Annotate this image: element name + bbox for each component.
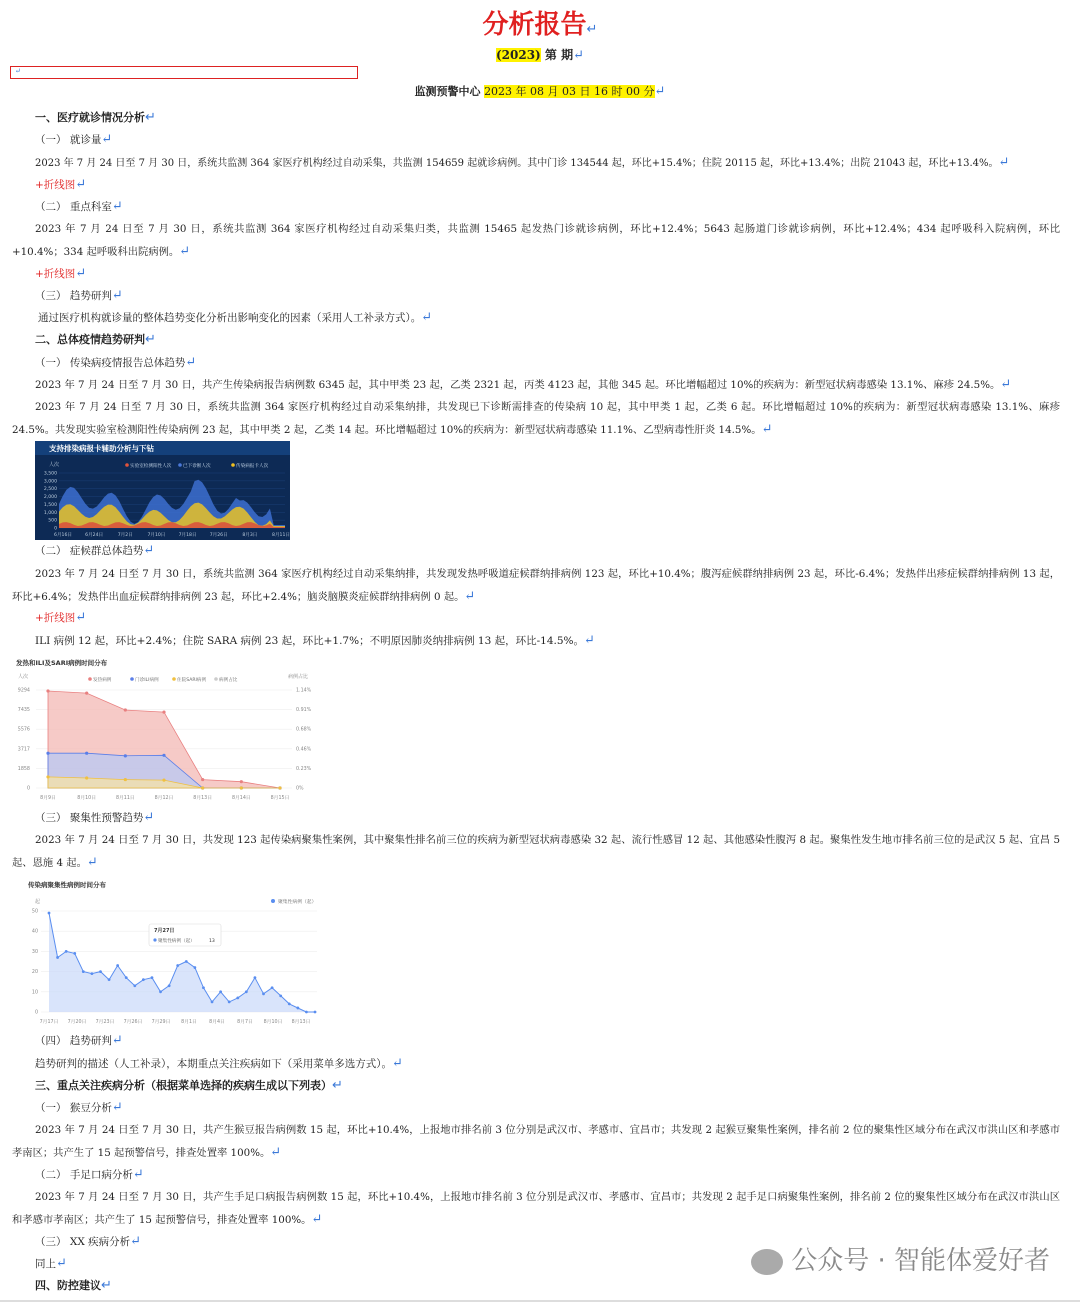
- watermark: 公众号 · 智能体爱好者: [751, 1240, 1050, 1277]
- wechat-icon: [751, 1249, 783, 1275]
- chart2-point: [162, 778, 165, 781]
- chart2-point: [162, 710, 165, 713]
- chart1-xtick: 7月26日: [209, 533, 228, 538]
- chart2-xtick: 8月9日: [40, 796, 56, 801]
- chart2-legend-label: 病例占比: [219, 677, 238, 683]
- chart2-ytick-right: 1.14%: [296, 688, 312, 694]
- chart3-ytick: 10: [31, 990, 38, 996]
- chart3-xtick: 7月26日: [123, 1020, 143, 1025]
- chart1-xtick: 8月3日: [242, 533, 258, 538]
- chart2-legend-label: 发热病例: [93, 677, 112, 683]
- chart2-ytick-right: 0.23%: [296, 766, 312, 772]
- chart1-legend-dot: [125, 463, 129, 467]
- chart3-point: [159, 990, 162, 993]
- chart2-point: [85, 752, 88, 755]
- highlight-box: ↵: [10, 66, 358, 79]
- chart3-point: [193, 966, 196, 969]
- chart2-ytick: 3717: [17, 747, 30, 753]
- chart1-legend-dot: [178, 463, 182, 467]
- s1-a-title: （一） 就诊量↵: [35, 132, 113, 147]
- issue-line: (2023) 第 期↵: [495, 48, 585, 63]
- chart2-point: [201, 786, 204, 789]
- chart2-ytick-right: 0.91%: [296, 708, 312, 714]
- chart2-ylabel-right: 病例占比: [288, 674, 309, 680]
- chart3-point: [65, 950, 68, 953]
- chart3-point: [236, 996, 239, 999]
- chart3-point: [211, 1001, 214, 1004]
- chart1-xtick: 7月2日: [117, 533, 133, 538]
- chart1-xtick: 6月24日: [85, 533, 104, 538]
- chart3-xtick: 8月1日: [181, 1020, 197, 1025]
- chart1-ylabel: 人次: [49, 462, 60, 468]
- chart2-xtick: 8月10日: [77, 796, 97, 801]
- chart3-point: [254, 976, 257, 979]
- chart1-xtick: 8月11日: [272, 533, 290, 538]
- chart2-xtick: 8月12日: [154, 796, 174, 801]
- chart2-xtick: 8月13日: [193, 796, 213, 801]
- chart2-point: [46, 752, 49, 755]
- chart2-ytick: 5576: [17, 727, 30, 733]
- chart3-xtick: 8月10日: [263, 1020, 283, 1025]
- chart2-ytick: 0: [26, 786, 30, 792]
- chart3-tooltip-date: 7月27日: [154, 928, 175, 934]
- s2-d-title: （四） 趋势研判↵: [35, 1033, 123, 1048]
- chart1-xtick: 7月10日: [147, 533, 166, 538]
- chart3-tooltip-label: 聚集性病例（起）: [158, 939, 195, 944]
- chart3-point: [271, 986, 274, 989]
- chart3-xtick: 8月4日: [209, 1020, 225, 1025]
- chart3-point: [56, 956, 59, 959]
- chart3-point: [245, 990, 248, 993]
- chart3-ylabel: 起: [35, 899, 41, 905]
- center-line: 监测预警中心 2023 年 08 月 03 日 16 时 00 分↵: [414, 84, 666, 99]
- chart2-ytick-right: 0.68%: [296, 727, 312, 733]
- s2-b-chart-link[interactable]: +折线图↵: [35, 610, 87, 625]
- chart1-xtick: 7月18日: [178, 533, 197, 538]
- chart1-ytick: 1,500: [43, 502, 57, 508]
- chart2-ytick-right: 0.46%: [296, 747, 312, 753]
- s2-a-text1: 2023 年 7 月 24 日至 7 月 30 日，共产生传染病报告病例数 6345 起，其中甲类 23 起，乙类 2321 起，丙类 4123 起，其他 345 起。环比增幅超过 10%的疾病为：新型冠状病毒感染 13.1%、麻疹 24.5%。↵: [35, 377, 1012, 392]
- chart3-xtick: 7月29日: [151, 1020, 171, 1025]
- section-2-heading: 二、总体疫情趋势研判↵: [35, 332, 156, 347]
- chart1-ytick: 2,000: [43, 495, 57, 501]
- chart2-legend-label: 住院SARI病例: [177, 677, 207, 683]
- s1-b-title: （二） 重点科室↵: [35, 199, 123, 214]
- chart2-point: [124, 708, 127, 711]
- section-1-heading: 一、医疗就诊情况分析↵: [35, 110, 156, 125]
- s2-a-text2: 2023 年 7 月 24 日至 7 月 30 日，系统共监测 364 家医疗机构经过自动采集纳排，共发现已下诊断需排查的传染病 10 起，其中甲类 1 起，乙类 6 起。环比增幅超过 10%的疾病为：新型冠状病毒感染 13.1%、麻疹 24.5%。共发现实验室检测阳性传染病例 23 起，其中甲类 2 起，乙类 14 起。环比增幅超过 10%的疾病为：新型冠状病毒感染 11.1%、乙型病毒性肝炎 14.5%。↵: [12, 401, 1060, 437]
- chart3-point: [168, 984, 171, 987]
- chart1-title: 支持排染病报卡辅助分析与下钻: [49, 444, 154, 453]
- chart3-ytick: 50: [31, 909, 38, 915]
- chart2-title: 发热和ILI及SARI病例时间分布: [16, 659, 108, 667]
- chart1-ytick: 500: [48, 518, 57, 524]
- s2-b-text2: ILI 病例 12 起，环比+2.4%；住院 SARA 病例 23 起，环比+1.7%；不明原因肺炎纳排病例 13 起，环比-14.5%。↵: [35, 633, 595, 648]
- chart2-point: [201, 778, 204, 781]
- chart1-legend-dot: [231, 463, 235, 467]
- s1-b-text: 2023 年 7 月 24 日至 7 月 30 日，系统共监测 364 家医疗机构经过自动采集归类，共监测 15465 起发热门诊就诊病例，环比+12.4%；5643 起肠道门诊就诊病例，环比+12.4%；434 起呼吸科入院病例，环比+10.4%；334 起呼吸科出院病例。↵: [12, 223, 1060, 259]
- chart3-point: [151, 976, 154, 979]
- chart3-xtick: 7月17日: [39, 1020, 59, 1025]
- chart2-point: [85, 692, 88, 695]
- s1-a-chart-link[interactable]: +折线图↵: [35, 177, 87, 192]
- chart2-ytick-right: 0%: [296, 786, 304, 792]
- s3-b-text: 2023 年 7 月 24 日至 7 月 30 日，共产生手足口病报告病例数 15 起，环比+10.4%，上报地市排名前 3 位分别是武汉市、孝感市、宜昌市；共发现 2 起手足口病聚集性案例，排名前 2 位的聚集性区域分布在武汉市洪山区和孝感市孝南区；共产生了 15 起预警信号，排查处置率 100%。↵: [12, 1191, 1060, 1227]
- chart1-ytick: 3,000: [43, 479, 57, 485]
- chart2-point: [46, 775, 49, 778]
- chart2-legend-dot: [88, 677, 92, 681]
- chart3-xtick: 7月23日: [95, 1020, 115, 1025]
- chart3-point: [176, 964, 179, 967]
- chart3-ytick: 20: [31, 970, 38, 976]
- chart2-legend-dot: [172, 677, 176, 681]
- chart3-point: [202, 986, 205, 989]
- chart2-legend-label: 门诊ILI病例: [135, 677, 159, 683]
- chart3-point: [142, 978, 145, 981]
- chart3-point: [296, 1007, 299, 1010]
- s1-c-title: （三） 趋势研判↵: [35, 288, 123, 303]
- chart3-point: [82, 970, 85, 973]
- chart2-ytick: 7435: [17, 708, 30, 714]
- s1-c-text: 通过医疗机构就诊量的整体趋势变化分析出影响变化的因素（采用人工补录方式）。↵: [38, 310, 433, 325]
- chart1-ytick: 3,500: [43, 471, 57, 477]
- chart2-point: [85, 776, 88, 779]
- chart2-point: [124, 754, 127, 757]
- chart3-point: [219, 990, 222, 993]
- chart3-point: [73, 952, 76, 955]
- chart3-point: [125, 976, 128, 979]
- chart2-point: [240, 780, 243, 783]
- chart3-point: [279, 994, 282, 997]
- chart3-xtick: 7月20日: [67, 1020, 87, 1025]
- chart3-point: [305, 1011, 308, 1014]
- chart3-point: [108, 978, 111, 981]
- s2-d-text: 趋势研判的描述（人工补录），本期重点关注疾病如下（采用菜单多选方式）。↵: [35, 1056, 403, 1071]
- s2-b-title: （二） 症候群总体趋势↵: [35, 543, 155, 558]
- chart-dashboard: [35, 441, 290, 540]
- chart3-point: [288, 1003, 291, 1006]
- chart1-legend-label: 已下诊断人次: [183, 464, 211, 469]
- chart2-point: [162, 754, 165, 757]
- chart2-point: [46, 689, 49, 692]
- section-4-heading: 四、防控建议↵: [35, 1278, 112, 1293]
- chart2-legend-dot: [130, 677, 134, 681]
- chart3-point: [48, 912, 51, 915]
- chart2-xtick: 8月15日: [270, 796, 290, 801]
- chart3-point: [116, 964, 119, 967]
- s3-c-title: （三） XX 疾病分析↵: [35, 1234, 142, 1249]
- chart1-legend-label: 实验室检测阳性人次: [130, 464, 172, 469]
- chart3-ytick: 40: [31, 929, 38, 935]
- s2-a-title: （一） 传染病疫情报告总体趋势↵: [35, 355, 197, 370]
- chart1-ytick: 2,500: [43, 487, 57, 493]
- chart1-series-lab: [59, 522, 285, 528]
- s1-a-text: 2023 年 7 月 24 日至 7 月 30 日，系统共监测 364 家医疗机构经过自动采集，共监测 154659 起就诊病例。其中门诊 134544 起，环比+15.4%；住院 20115 起，环比+13.4%；出院 21043 起，环比+13.4%。↵: [35, 155, 1010, 170]
- chart1-legend-label: 传染病报卡人次: [236, 464, 269, 469]
- chart2-xtick: 8月14日: [231, 796, 251, 801]
- chart2-point: [240, 786, 243, 789]
- chart3-point: [228, 1001, 231, 1004]
- section-3-heading: 三、重点关注疾病分析（根据菜单选择的疾病生成以下列表）↵: [35, 1078, 343, 1093]
- report-title: 分析报告↵: [482, 10, 598, 40]
- chart3-ytick: 30: [31, 949, 38, 955]
- chart2-point: [278, 786, 281, 789]
- chart3-point: [314, 1011, 317, 1014]
- chart3-point: [133, 984, 136, 987]
- chart-cluster-cases: [25, 877, 330, 1029]
- s2-b-text: 2023 年 7 月 24 日至 7 月 30 日，系统共监测 364 家医疗机构经过自动采集纳排，共发现发热呼吸道症候群纳排病例 123 起，环比+10.4%；腹泻症候群纳排病例 23 起，环比-6.4%；发热伴出疹症候群纳排病例 13 起，环比+6.4%；发热伴出血症候群纳排病例 23 起，环比+2.4%；脑炎脑膜炎症候群纳排病例 0 起。↵: [12, 568, 1060, 604]
- chart3-legend-dot: [271, 899, 275, 903]
- s1-b-chart-link[interactable]: +折线图↵: [35, 266, 87, 281]
- chart3-point: [262, 992, 265, 995]
- chart1-ytick: 0: [54, 526, 57, 532]
- chart3-title: 传染病聚集性病例时间分布: [28, 881, 106, 889]
- s3-a-text: 2023 年 7 月 24 日至 7 月 30 日，共产生猴豆报告病例数 15 起，环比+10.4%，上报地市排名前 3 位分别是武汉市、孝感市、宜昌市；共发现 2 起猴豆聚集性案例，排名前 2 位的聚集性区域分布在武汉市洪山区和孝感市孝南区；共产生了 15 起预警信号，排查处置率 100%。↵: [12, 1124, 1060, 1160]
- chart3-point: [185, 960, 188, 963]
- chart2-ytick: 1858: [17, 766, 30, 772]
- s2-c-title: （三） 聚集性预警趋势↵: [35, 810, 155, 825]
- chart3-xtick: 8月13日: [291, 1020, 311, 1025]
- page-bottom-line: [0, 1300, 1080, 1302]
- s2-c-text: 2023 年 7 月 24 日至 7 月 30 日，共发现 123 起传染病聚集性案例，其中聚集性排名前三位的疾病为新型冠状病毒感染 32 起、流行性感冒 12 起、其他感染性腹泻 8 起。聚集性发生地市排名前三位的是武汉 5 起、宜昌 5 起、恩施 4 起。↵: [12, 834, 1060, 870]
- chart2-ylabel: 人次: [18, 674, 29, 680]
- chart3-point: [91, 972, 94, 975]
- chart3-legend-label: 聚集性病例（起）: [278, 900, 317, 905]
- chart2-legend-dot: [214, 677, 218, 681]
- chart1-xtick: 6月16日: [54, 533, 72, 538]
- s3-b-title: （二） 手足口病分析↵: [35, 1167, 144, 1182]
- chart3-xtick: 8月7日: [237, 1020, 253, 1025]
- chart3-tooltip-dot: [153, 938, 156, 941]
- chart1-ytick: 1,000: [43, 510, 57, 516]
- chart3-ytick: 0: [34, 1010, 38, 1016]
- chart3-point: [99, 970, 102, 973]
- chart-fever-ili-sari: [12, 655, 322, 805]
- s3-c-text: 同上↵: [35, 1256, 67, 1271]
- s3-a-title: （一） 猴豆分析↵: [35, 1100, 123, 1115]
- chart3-tooltip-value: 13: [209, 939, 215, 944]
- chart2-xtick: 8月11日: [115, 796, 135, 801]
- chart2-point: [124, 778, 127, 781]
- chart2-ytick: 9294: [17, 688, 30, 694]
